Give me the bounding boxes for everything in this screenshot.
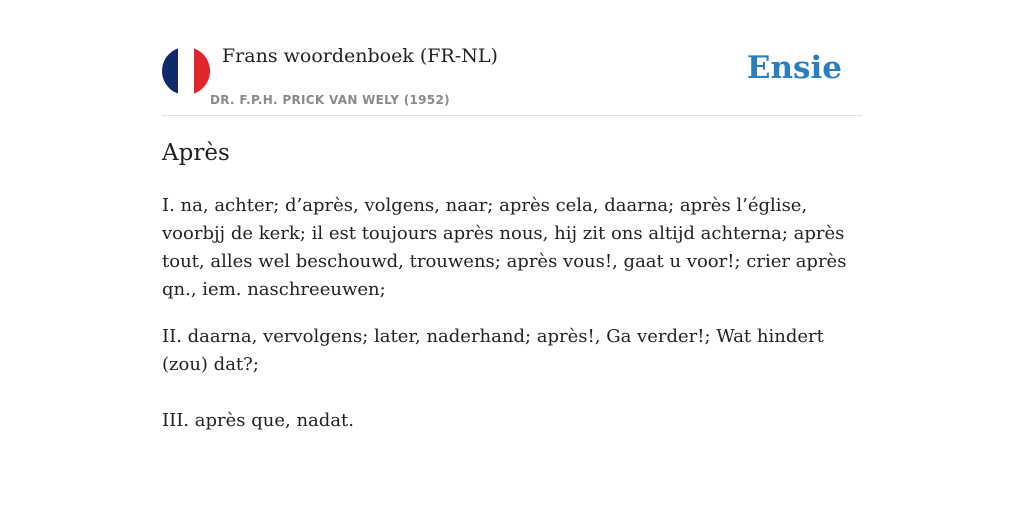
ensie-logo[interactable]: Ensie bbox=[746, 50, 842, 86]
flag-blue-stripe bbox=[162, 47, 178, 95]
entry-sense-2: II. daarna, vervolgens; later, naderhand; après!, Ga verder!; Wat hindert (zou) dat?; bbox=[162, 326, 824, 375]
flag-red-stripe bbox=[194, 47, 210, 95]
dictionary-title[interactable]: Frans woordenboek (FR-NL) bbox=[222, 45, 498, 67]
header-divider bbox=[162, 115, 862, 116]
france-flag-icon bbox=[162, 47, 210, 95]
entry-sense-1: I. na, achter; d’après, volgens, naar; après cela, daarna; après l’église, voorbjj de kerk; il est toujours après nous, hij zit ons altijd achterna; après tout, alles wel beschouwd, trouwens; après vous!, gaat u voor!; crier après qn., iem. naschreeuwen; bbox=[162, 195, 847, 300]
flag-white-stripe bbox=[178, 47, 194, 95]
entry-headword: Après bbox=[162, 140, 230, 166]
entry-sense-3: III. après que, nadat. bbox=[162, 410, 354, 431]
dictionary-author: DR. F.P.H. PRICK VAN WELY (1952) bbox=[210, 93, 450, 107]
dictionary-entry-card bbox=[162, 0, 862, 512]
